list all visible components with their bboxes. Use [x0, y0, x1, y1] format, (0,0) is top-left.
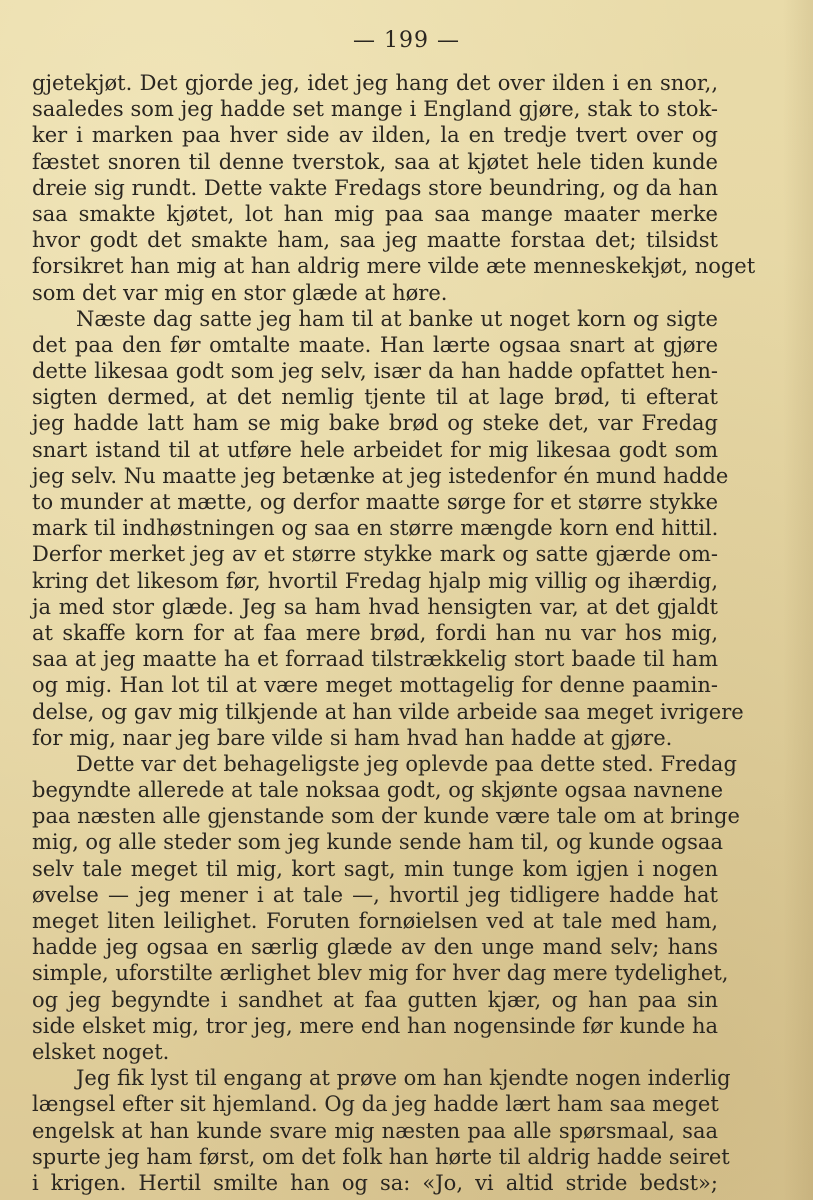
text-line: selv tale meget til mig, kort sagt, min tunge kom igjen i nogen [32, 856, 718, 881]
text-line: ja med stor glæde. Jeg sa ham hvad hensigten var, at det gjaldt [32, 594, 718, 619]
text-line: hvor godt det smakte ham, saa jeg maatte forstaa det; tilsidst [32, 228, 718, 253]
text-line: side elsket mig, tror jeg, mere end han nogensinde før kunde ha [32, 1013, 718, 1038]
text-line: fæstet snoren til denne tverstok, saa at kjøtet hele tiden kunde [32, 149, 718, 174]
text-line: snart istand til at utføre hele arbeidet for mig likesaa godt som [32, 437, 718, 462]
text-line: to munder at mætte, og derfor maatte sørge for et større stykke [32, 490, 718, 514]
text-line: Jeg fik lyst til engang at prøve om han kjendte nogen inderlig [76, 1066, 731, 1091]
text-line: dette likesaa godt som jeg selv, især da han hadde opfattet hen- [32, 359, 718, 384]
text-line: spurte jeg ham først, om det folk han hørte til aldrig hadde seiret [32, 1144, 730, 1169]
text-line: kring det likesom før, hvortil Fredag hjalp mig villig og ihærdig, [32, 568, 718, 593]
text-line: hadde jeg ogsaa en særlig glæde av den unge mand selv; hans [32, 935, 718, 960]
page-edge-shadow [783, 0, 813, 1200]
text-line: som det var mig en stor glæde at høre. [32, 280, 448, 305]
text-line: i krigen. Hertil smilte han og sa: «Jo, vi altid stride bedst»; [32, 1170, 718, 1195]
text-line: mig, og alle steder som jeg kunde sende ham til, og kunde ogsaa [32, 830, 723, 855]
body-text [32, 70, 756, 1196]
text-line: for mig, naar jeg bare vilde si ham hvad han hadde at gjøre. [32, 725, 673, 750]
text-line: og mig. Han lot til at være meget mottagelig for denne paamin- [32, 673, 718, 698]
page-number: — 199 — [353, 28, 460, 53]
text-line: forsikret han mig at han aldrig mere vilde æte menneskekjøt, noget [32, 254, 756, 279]
text-line: jeg selv. Nu maatte jeg betænke at jeg istedenfor én mund hadde [32, 463, 729, 488]
text-line: at skaffe korn for at faa mere brød, fordi han nu var hos mig, [32, 620, 718, 645]
text-line: gjetekjøt. Det gjorde jeg, idet jeg hang det over ilden i en snor,, [32, 71, 718, 95]
text-line: meget liten leilighet. Foruten fornøielsen ved at tale med ham, [32, 909, 718, 933]
text-line: længsel efter sit hjemland. Og da jeg hadde lært ham saa meget [32, 1092, 719, 1117]
text-line: Næste dag satte jeg ham til at banke ut noget korn og sigte [76, 306, 718, 331]
text-line: paa næsten alle gjenstande som der kunde være tale om at bringe [32, 804, 740, 829]
text-line: saaledes som jeg hadde set mange i England gjøre, stak to stok- [32, 97, 718, 122]
text-line: sigten dermed, at det nemlig tjente til at lage brød, ti efterat [32, 385, 718, 410]
text-line: Dette var det behageligste jeg oplevde paa dette sted. Fredag [76, 751, 737, 776]
text-line: saa at jeg maatte ha et forraad tilstrækkelig stort baade til ham [32, 647, 718, 672]
text-line: saa smakte kjøtet, lot han mig paa saa mange maater merke [32, 201, 718, 226]
text-line: engelsk at han kunde svare mig næsten paa alle spørsmaal, saa [32, 1118, 718, 1143]
text-line: begyndte allerede at tale noksaa godt, og skjønte ogsaa navnene [32, 778, 724, 803]
text-line: øvelse — jeg mener i at tale —, hvortil jeg tidligere hadde hat [32, 882, 718, 907]
text-line: Derfor merket jeg av et større stykke mark og satte gjærde om- [32, 542, 718, 567]
text-line: dreie sig rundt. Dette vakte Fredags store beundring, og da han [32, 175, 718, 200]
text-line: og jeg begyndte i sandhet at faa gutten kjær, og han paa sin [32, 987, 718, 1012]
text-line: elsket noget. [32, 1039, 170, 1064]
text-line: det paa den før omtalte maate. Han lærte ogsaa snart at gjøre [32, 332, 718, 357]
text-line: jeg hadde latt ham se mig bake brød og steke det, var Fredag [32, 411, 718, 436]
text-line: delse, og gav mig tilkjende at han vilde arbeide saa meget ivrigere [32, 699, 744, 724]
text-line: simple, uforstilte ærlighet blev mig for hver dag mere tydelighet, [32, 961, 729, 986]
text-line: mark til indhøstningen og saa en større mængde korn end hittil. [32, 516, 719, 541]
text-line: ker i marken paa hver side av ilden, la en tredje tvert over og [32, 123, 718, 148]
